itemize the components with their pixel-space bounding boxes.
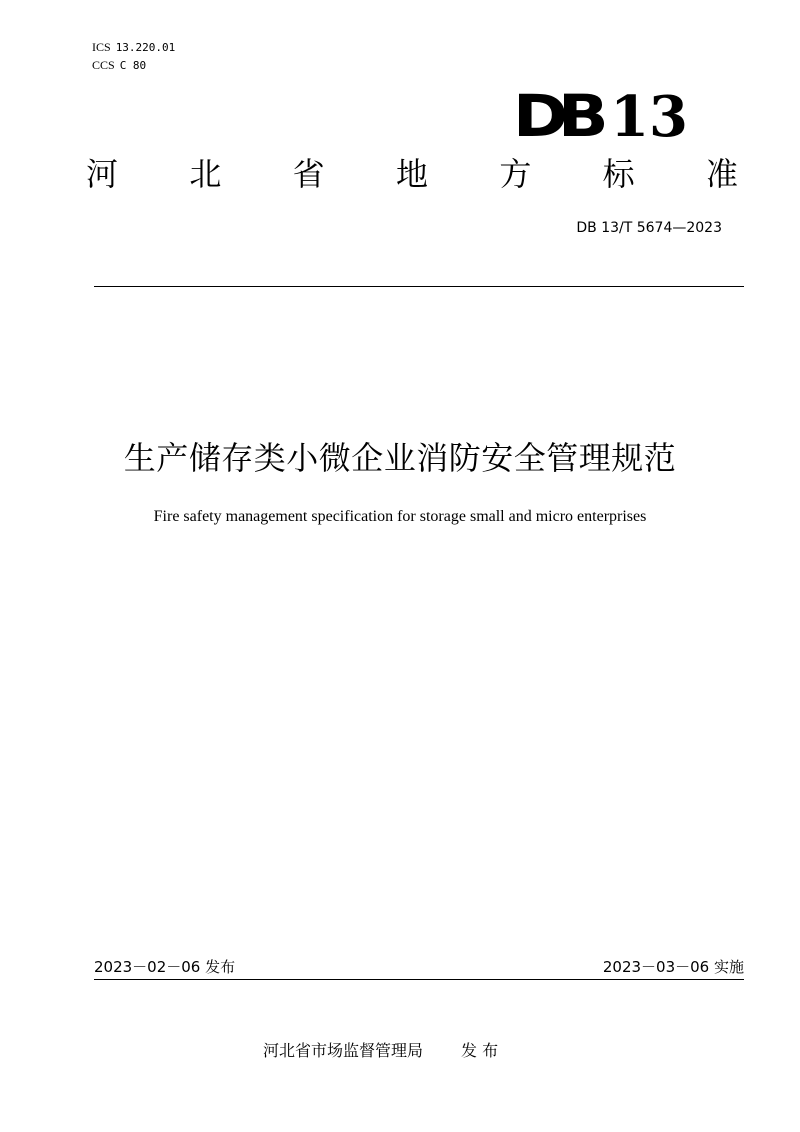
standard-level-char: 准 [705,155,738,193]
ics-classification [92,38,175,57]
ccs-label: CCS [92,58,115,72]
document-title-english: Fire safety management specification for storage small and micro enterprises [153,508,647,525]
db-logo-number: 13 [610,84,688,150]
implementation-date: 2023－03－06 实施 [602,958,744,976]
standard-level-char: 方 [499,155,532,193]
ccs-value: C 80 [119,59,147,72]
db-logo-letters: DB [512,82,599,150]
standard-level-char: 标 [602,155,635,193]
publisher-issue-word: 发 布 [461,1041,499,1060]
ccs-classification [92,56,146,75]
standard-level-heading [86,152,738,196]
standard-code: DB 13/T 5674—2023 [576,220,722,236]
document-title-chinese: 生产储存类小微企业消防安全管理规范 [123,439,677,477]
db-logo [512,82,688,150]
bottom-divider [94,979,744,980]
standard-level-char: 省 [292,155,325,193]
standard-level-char: 北 [189,155,222,193]
standard-level-char: 地 [395,155,428,193]
standard-level-char: 河 [86,155,119,193]
ics-value: 13.220.01 [115,41,176,54]
issue-date: 2023－02－06 发布 [94,958,236,976]
top-divider [94,286,744,287]
publisher-name: 河北省市场监督管理局 [263,1041,424,1060]
publisher-line [263,1040,498,1062]
ics-label: ICS [92,40,111,54]
